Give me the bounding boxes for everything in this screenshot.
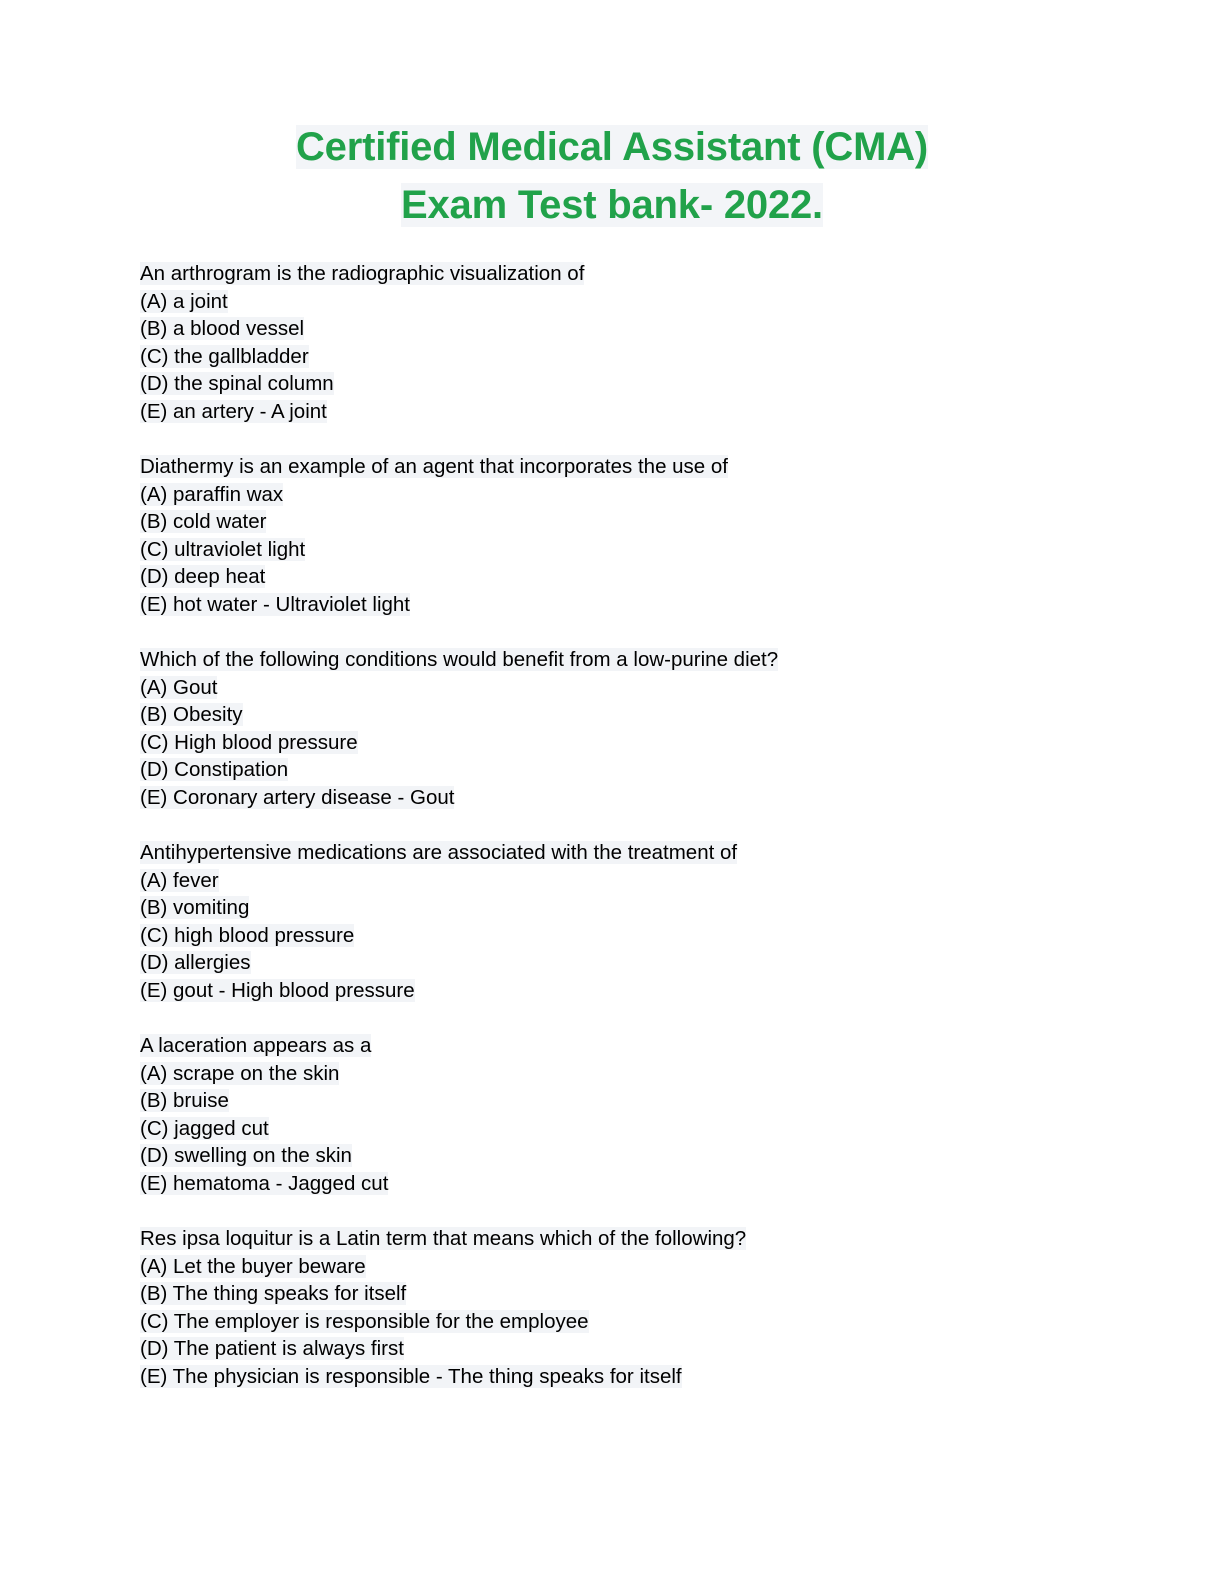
page-title — [140, 118, 1084, 234]
question-option: (A) Let the buyer beware — [140, 1254, 366, 1278]
question-option: (B) cold water — [140, 510, 267, 533]
question-option: (C) the gallbladder — [140, 344, 309, 368]
question-option: (B) vomiting — [140, 896, 250, 919]
question-option: (C) High blood pressure — [140, 730, 358, 754]
question-option: (B) bruise — [140, 1089, 229, 1112]
question-option: (D) swelling on the skin — [140, 1144, 352, 1167]
question-option: (B) The thing speaks for itself — [140, 1282, 407, 1305]
question-option: (E) The physician is responsible - The thing speaks for itself — [140, 1364, 682, 1388]
question-block — [140, 646, 1084, 811]
question-option: (B) Obesity — [140, 703, 243, 726]
question-option: (B) a blood vessel — [140, 317, 305, 340]
page-title-line-2: Exam Test bank- 2022. — [401, 183, 823, 227]
question-option: (D) The patient is always first — [140, 1337, 404, 1360]
question-option: (E) Coronary artery disease - Gout — [140, 785, 455, 809]
question-option: (D) deep heat — [140, 565, 266, 588]
question-option: (A) Gout — [140, 675, 218, 699]
question-stem: Res ipsa loquitur is a Latin term that means which of the following? — [140, 1227, 747, 1250]
question-block — [140, 839, 1084, 1004]
question-option: (A) a joint — [140, 289, 228, 313]
question-option: (D) Constipation — [140, 758, 289, 781]
question-block — [140, 1225, 1084, 1390]
question-stem: Antihypertensive medications are associated with the treatment of — [140, 841, 738, 864]
question-option: (C) The employer is responsible for the employee — [140, 1309, 589, 1333]
question-block — [140, 1032, 1084, 1197]
question-option: (C) jagged cut — [140, 1116, 269, 1140]
question-option: (E) hematoma - Jagged cut — [140, 1171, 389, 1195]
question-option: (E) gout - High blood pressure — [140, 978, 415, 1002]
question-option: (C) ultraviolet light — [140, 537, 306, 561]
question-option: (D) the spinal column — [140, 372, 334, 395]
question-stem: Diathermy is an example of an agent that incorporates the use of — [140, 455, 729, 478]
question-stem: A laceration appears as a — [140, 1034, 372, 1057]
question-option: (A) scrape on the skin — [140, 1061, 340, 1085]
question-option: (D) allergies — [140, 951, 251, 974]
question-block — [140, 260, 1084, 425]
question-stem: An arthrogram is the radiographic visualization of — [140, 262, 585, 285]
question-option: (E) an artery - A joint — [140, 399, 327, 423]
question-option: (C) high blood pressure — [140, 923, 355, 947]
question-option: (A) paraffin wax — [140, 482, 284, 506]
page-title-line-1: Certified Medical Assistant (CMA) — [295, 125, 928, 169]
question-stem: Which of the following conditions would benefit from a low-purine diet? — [140, 648, 779, 671]
question-option: (E) hot water - Ultraviolet light — [140, 592, 411, 616]
question-option: (A) fever — [140, 868, 219, 892]
question-block — [140, 453, 1084, 618]
